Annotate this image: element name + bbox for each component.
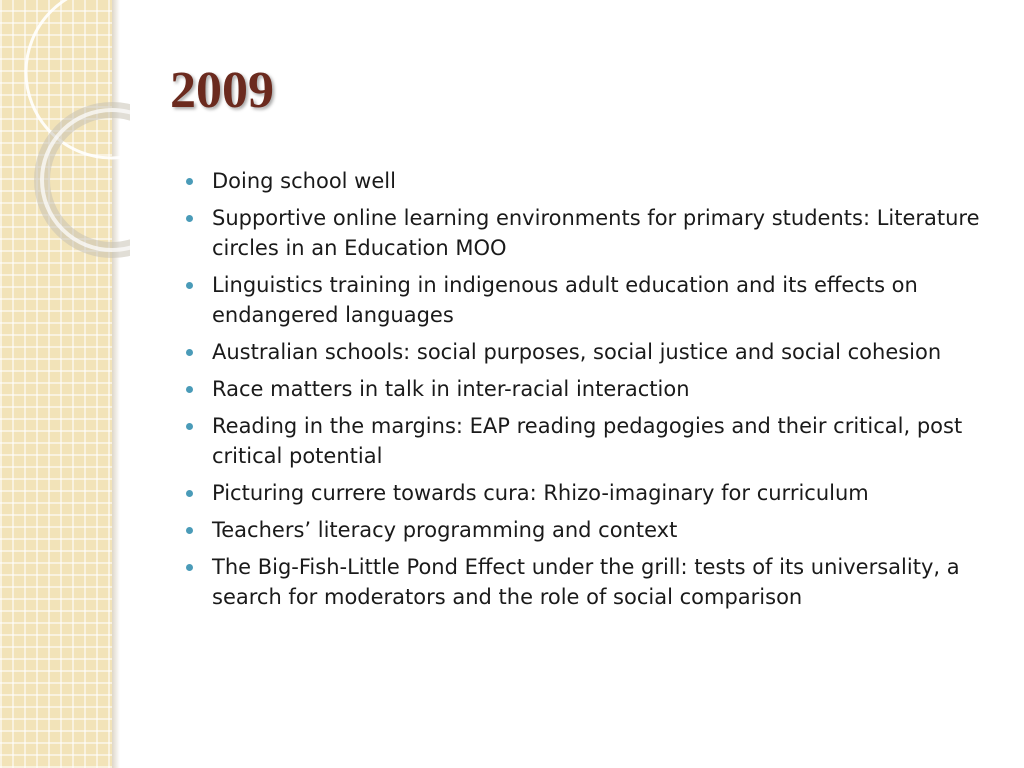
decorative-circles: [0, 0, 130, 260]
bullet-dot-icon: [186, 178, 193, 185]
list-item: [186, 270, 986, 330]
list-item-text: Australian schools: social purposes, social justice and social cohesion: [212, 340, 942, 364]
bullet-dot-icon: [186, 386, 193, 393]
bullet-dot-icon: [186, 349, 193, 356]
bullet-dot-icon: [186, 564, 193, 571]
list-item: [186, 337, 986, 367]
decorative-circle-ring: [42, 110, 130, 250]
bullet-dot-icon: [186, 282, 193, 289]
bullet-dot-icon: [186, 490, 193, 497]
list-item-text: The Big-Fish-Little Pond Effect under the grill: tests of its universality, a search for moderators and the role of social comparison: [212, 555, 960, 609]
list-item-text: Supportive online learning environments for primary students: Literature circles in an Education MOO: [212, 206, 980, 260]
list-item: [186, 374, 986, 404]
bullet-dot-icon: [186, 215, 193, 222]
list-item-text: Race matters in talk in inter-racial interaction: [212, 377, 690, 401]
list-item: [186, 411, 986, 471]
list-item-text: Reading in the margins: EAP reading pedagogies and their critical, post critical potential: [212, 414, 963, 468]
bullet-list: [186, 166, 986, 619]
list-item-text: Doing school well: [212, 169, 396, 193]
list-item-text: Linguistics training in indigenous adult education and its effects on endangered languages: [212, 273, 918, 327]
list-item: [186, 203, 986, 263]
bullet-dot-icon: [186, 527, 193, 534]
decorative-circle-large: [26, 0, 130, 158]
list-item: [186, 166, 986, 196]
list-item-text: Picturing currere towards cura: Rhizo-imaginary for curriculum: [212, 481, 869, 505]
list-item: [186, 552, 986, 612]
list-item-text: Teachers’ literacy programming and context: [212, 518, 678, 542]
list-item: [186, 478, 986, 508]
bullet-dot-icon: [186, 423, 193, 430]
slide-title: 2009: [170, 62, 274, 119]
list-item: [186, 515, 986, 545]
